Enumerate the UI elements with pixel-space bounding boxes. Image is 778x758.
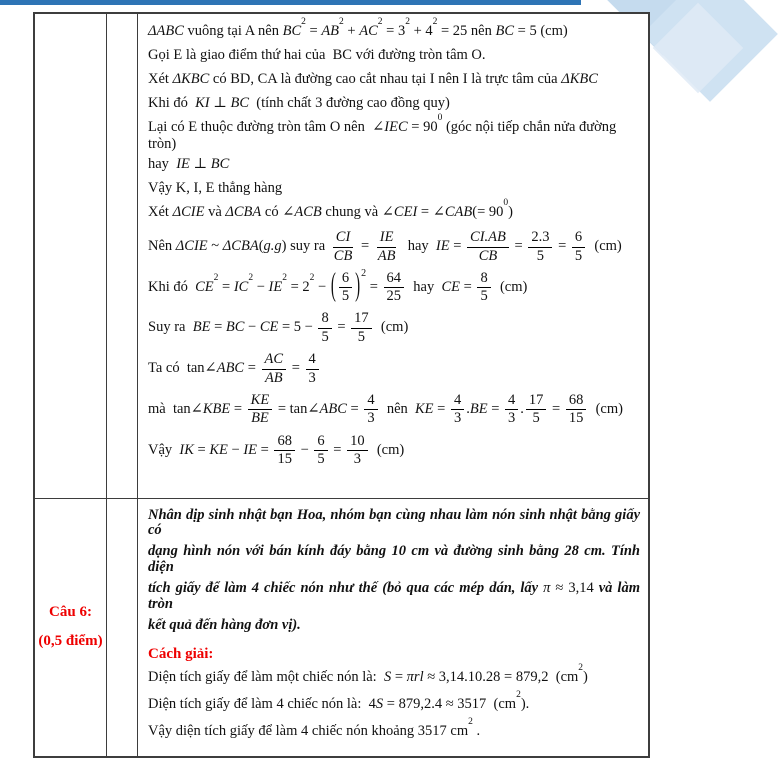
power-term: $CE^2$ [195, 273, 219, 295]
power-term: $AB^2$ [321, 17, 344, 39]
fraction: $\frac{2.3}{5}$ [528, 229, 552, 265]
fraction: $\frac{CI.AB}{CB}$ [467, 229, 509, 265]
text-line: Diện tích giấy để làm 4 chiếc nón là: 4S = 879,2.4 ≈ 3517 $(cm^2)$. [148, 690, 530, 712]
power-term: $90^0$ [488, 198, 509, 220]
fraction: $\frac{6}{5}$ [314, 433, 327, 469]
power-term: $3^2$ [397, 17, 410, 39]
text-line: mà tan∠KBE = $\frac{KE}{BE}$ = tan∠ABC = $\frac{4}{3}$ nên KE = $\frac{4}{3}$ .BE = $\frac{4}{3}$ . $\frac{17}{5}$ = $\frac{68}{15}$ (cm) [148, 391, 623, 427]
solution-cell-question5 [138, 14, 648, 499]
fraction: $\frac{KE}{BE}$ [248, 392, 273, 428]
fraction: $\frac{4}{3}$ [451, 392, 464, 428]
text-line: Khi đó KI ⊥ BC (tính chất 3 đường cao đồng quy) [148, 95, 450, 111]
power-term: $cm^2$ [498, 690, 521, 712]
text-line: Diện tích giấy để làm một chiếc nón là: S = πrl ≈ 3,14.10.28 = 879,2 $(cm^2)$ [148, 663, 588, 685]
power-term: $BC^2$ [282, 17, 306, 39]
fraction: $\frac{68}{15}$ [274, 433, 295, 469]
fraction: $\frac{8}{5}$ [477, 270, 490, 306]
question-number-label: Câu 6: [49, 604, 92, 621]
fraction: $\frac{17}{5}$ [351, 310, 372, 346]
fraction: $\frac{8}{5}$ [318, 310, 331, 346]
text-line: Suy ra BE = BC − CE = 5 − $\frac{8}{5}$ = $\frac{17}{5}$ (cm) [148, 310, 409, 346]
text-line: Lại có E thuộc đường tròn tâm O nên ∠IEC = $90^0$ (góc nội tiếp chắn nửa đường tròn) [148, 113, 620, 152]
fraction: $\frac{6}{5}$ [572, 229, 585, 265]
question-label-cell-empty [35, 14, 107, 499]
text-line: tích giấy để làm 4 chiếc nón như thế (bỏ qua các mép dán, lấy π ≈ 3,14 và làm tròn [148, 580, 644, 612]
fraction: $\frac{4}{3}$ [306, 351, 319, 387]
text-line: Vậy IK = KE − IE = $\frac{68}{15}$ − $\frac{6}{5}$ = $\frac{10}{3}$ (cm) [148, 432, 405, 468]
power-term: $AC^2$ [359, 17, 383, 39]
text-line: Gọi E là giao điểm thứ hai của BC với đường tròn tâm O. [148, 47, 486, 63]
method-label: Cách giải: [148, 645, 214, 662]
power-term: $2^2$ [302, 273, 315, 295]
fraction: $\frac{4}{3}$ [364, 392, 377, 428]
power-term: $cm^2$ [560, 663, 584, 685]
power-term: $IE^2$ [268, 273, 287, 295]
text-line: Nên ΔCIE ~ ΔCBA(g.g) suy ra $\frac{CI}{CB}$ = $\frac{IE}{AB}$ hay IE = $\frac{CI.AB}{CB}$ = $\frac{2.3}{5}$ = $\frac{6}{5}$ (cm) [148, 229, 622, 264]
fraction: $\frac{IE}{AB}$ [377, 229, 396, 264]
power-term: $cm^2$ [450, 717, 473, 739]
fraction: $\frac{10}{3}$ [347, 433, 368, 469]
power-term: $4^2$ [425, 17, 438, 39]
solution-lines [148, 663, 640, 744]
solution-cell-question6 [138, 499, 648, 756]
text-line: dạng hình nón với bán kính đáy bằng 10 cm và đường sinh bằng 28 cm. Tính diện [148, 543, 644, 575]
spacer-cell [107, 14, 138, 499]
text-line: ΔABC vuông tại A nên $BC^2 = AB^2 + AC^2 = 3^2 + 4^2 = 25$ nên BC = 5 (cm) [148, 17, 568, 39]
text-line: Nhân dịp sinh nhật bạn Hoa, nhóm bạn cùng nhau làm nón sinh nhật bằng giấy có [148, 506, 644, 538]
top-accent-bar [0, 0, 581, 5]
power-term: $IC^2$ [233, 273, 254, 295]
parenthesized-fraction: ( $\frac{6}{5}$ ) $^2$ [330, 267, 367, 305]
text-line: Khi đó $CE^2 = IC^2 - IE^2 = 2^2$ − ( $\frac{6}{5}$ ) $^2$ = $\frac{64}{25}$ hay CE = $\frac{8}{5}$ (cm) [148, 269, 644, 307]
fraction: $\frac{64}{25}$ [384, 270, 405, 306]
text-line: hay IE ⊥ BC [148, 156, 230, 172]
text-line: Vậy diện tích giấy để làm 4 chiếc nón khoảng 3517 $cm^2$ . [148, 717, 481, 739]
power-term: $90^0$ [423, 113, 443, 135]
fraction: $\frac{17}{5}$ [526, 392, 547, 428]
text-line: kết quả đến hàng đơn vị). [148, 617, 301, 634]
spacer-cell [107, 499, 138, 756]
solution-table [33, 12, 650, 758]
fraction: $\frac{6}{5}$ [339, 270, 352, 306]
question-points-label: (0,5 điểm) [38, 633, 103, 650]
text-line: Xét ΔKBC có BD, CA là đường cao cắt nhau tại I nên I là trực tâm của ΔKBC [148, 71, 598, 87]
question-label-cell [35, 499, 107, 756]
fraction: $\frac{68}{15}$ [566, 392, 587, 428]
fraction: $\frac{CI}{CB}$ [333, 229, 353, 264]
problem-statement [148, 506, 644, 640]
text-line: Ta có tan∠ABC = $\frac{AC}{AB}$ = $\frac{4}{3}$ [148, 350, 644, 388]
solution-lines [148, 17, 644, 469]
text-line: Vậy K, I, E thẳng hàng [148, 180, 283, 196]
fraction: $\frac{4}{3}$ [505, 392, 518, 428]
text-line: Xét ΔCIE và ΔCBA có ∠ACB chung và ∠CEI = ∠CAB(= $90^0$) [148, 198, 513, 220]
fraction: $\frac{AC}{AB}$ [262, 351, 287, 387]
